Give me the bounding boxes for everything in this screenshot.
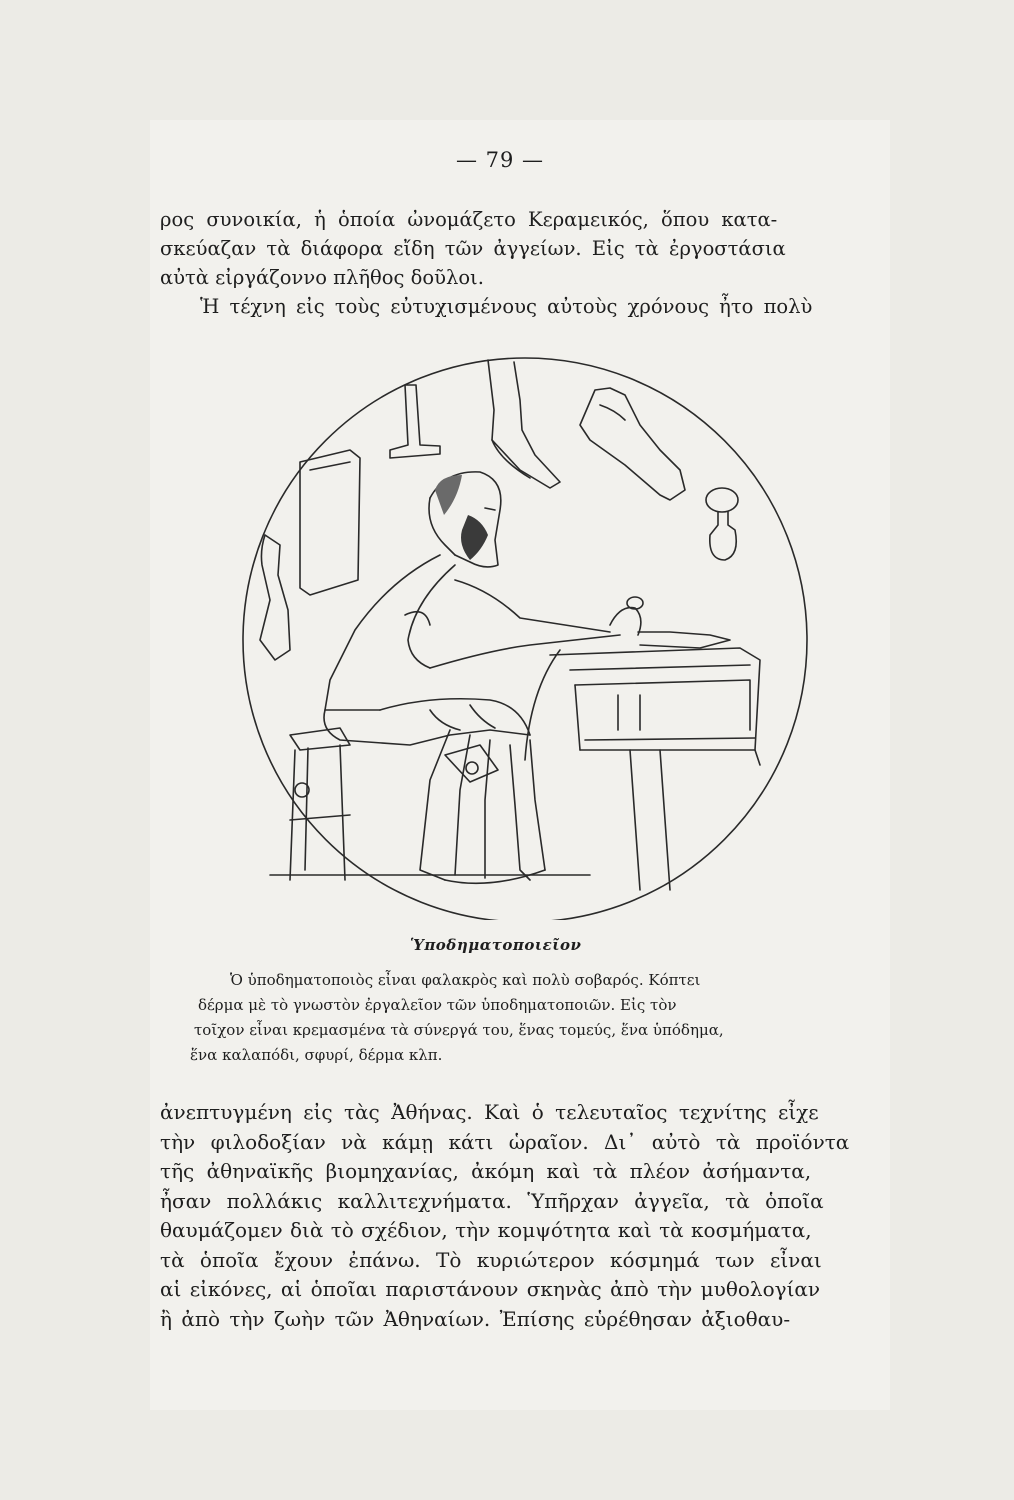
text-line: τῆς ἀθηναϊκῆς βιομηχανίας, ἀκόμη καὶ τὰ πλέον ἀσήμαντα,	[160, 1159, 812, 1183]
work-table	[550, 648, 760, 890]
tondo-frame	[243, 358, 807, 920]
drapery-knot	[445, 745, 498, 782]
text-line: Ἡ τέχνη εἰς τοὺς εὐτυχισμένους αὐτοὺς χρόνους ἦτο πολὺ	[200, 295, 813, 318]
text-line: αἱ εἰκόνες, αἱ ὁποῖαι παριστάνουν σκηνὰς ἀπὸ τὴν μυθολογίαν	[160, 1277, 821, 1301]
shoe-last-icon	[706, 488, 738, 560]
top-paragraph	[160, 205, 880, 321]
text-line: τὴν φιλοδοξίαν νὰ κάμῃ κάτι ὡραῖον. Δι᾽ αὐτὸ τὰ προϊόντα	[160, 1129, 850, 1154]
bottom-paragraph	[160, 1098, 880, 1334]
figure-caption	[190, 968, 860, 1068]
text-line: ρος συνοικία, ἡ ὁποία ὠνομάζετο Κεραμεικός, ὅπου κατα-	[160, 208, 778, 231]
hanging-shoe-icon	[580, 388, 685, 500]
text-line: ἦσαν πολλάκις καλλιτεχνήματα. Ὑπῆρχαν ἀγγεῖα, τὰ ὁποῖα	[160, 1188, 824, 1213]
caption-line: δέρμα μὲ τὸ γνωστὸν ἐργαλεῖον τῶν ὑποδηματοποιῶν. Εἰς τὸν	[198, 996, 677, 1014]
text-line: σκεύαζαν τὰ διάφορα εἴδη τῶν ἀγγείων. Εἰς τὰ ἐργοστάσια	[160, 237, 786, 260]
hanging-knife-icon	[390, 385, 440, 458]
caption-line: ἕνα καλαπόδι, σφυρί, δέρμα κλπ.	[190, 1046, 443, 1064]
text-line: ἀνεπτυγμένη εἰς τὰς Ἀθήνας. Καὶ ὁ τελευταῖος τεχνίτης εἶχε	[160, 1100, 819, 1124]
caption-line: τοῖχον εἶναι κρεμασμένα τὰ σύνεργά του, ἕνας τομεύς, ἕνα ὑπόδημα,	[194, 1021, 724, 1039]
shoemaker-head	[429, 472, 501, 567]
shoemaker-illustration	[230, 350, 810, 920]
stool	[290, 728, 350, 880]
drapery	[324, 699, 545, 884]
hanging-boot-icon	[488, 360, 560, 488]
hanging-leather-icon	[300, 450, 360, 595]
caption-line: Ὁ ὑποδηματοποιὸς εἶναι φαλακρὸς καὶ πολὺ σοβαρός. Κόπτει	[230, 971, 701, 989]
text-line: αὐτὰ εἰργάζοννο πλῆθος δοῦλοι.	[160, 266, 484, 289]
page-number: — 79 —	[455, 148, 545, 172]
figure-caption-title: Ὑποδηματοποιεῖον	[410, 936, 582, 954]
text-line: θαυμάζομεν διὰ τὸ σχέδιον, τὴν κομψότητα καὶ τὰ κοσμήματα,	[160, 1218, 812, 1242]
text-line: τὰ ὁποῖα ἔχουν ἐπάνω. Τὸ κυριώτερον κόσμημά των εἶναι	[160, 1247, 822, 1272]
text-line: ἢ ἀπὸ τὴν ζωὴν τῶν Ἀθηναίων. Ἐπίσης εὑρέθησαν ἀξιοθαυ-	[160, 1306, 791, 1331]
leather-on-table	[610, 597, 730, 648]
hanging-hammer-icon	[260, 535, 290, 660]
